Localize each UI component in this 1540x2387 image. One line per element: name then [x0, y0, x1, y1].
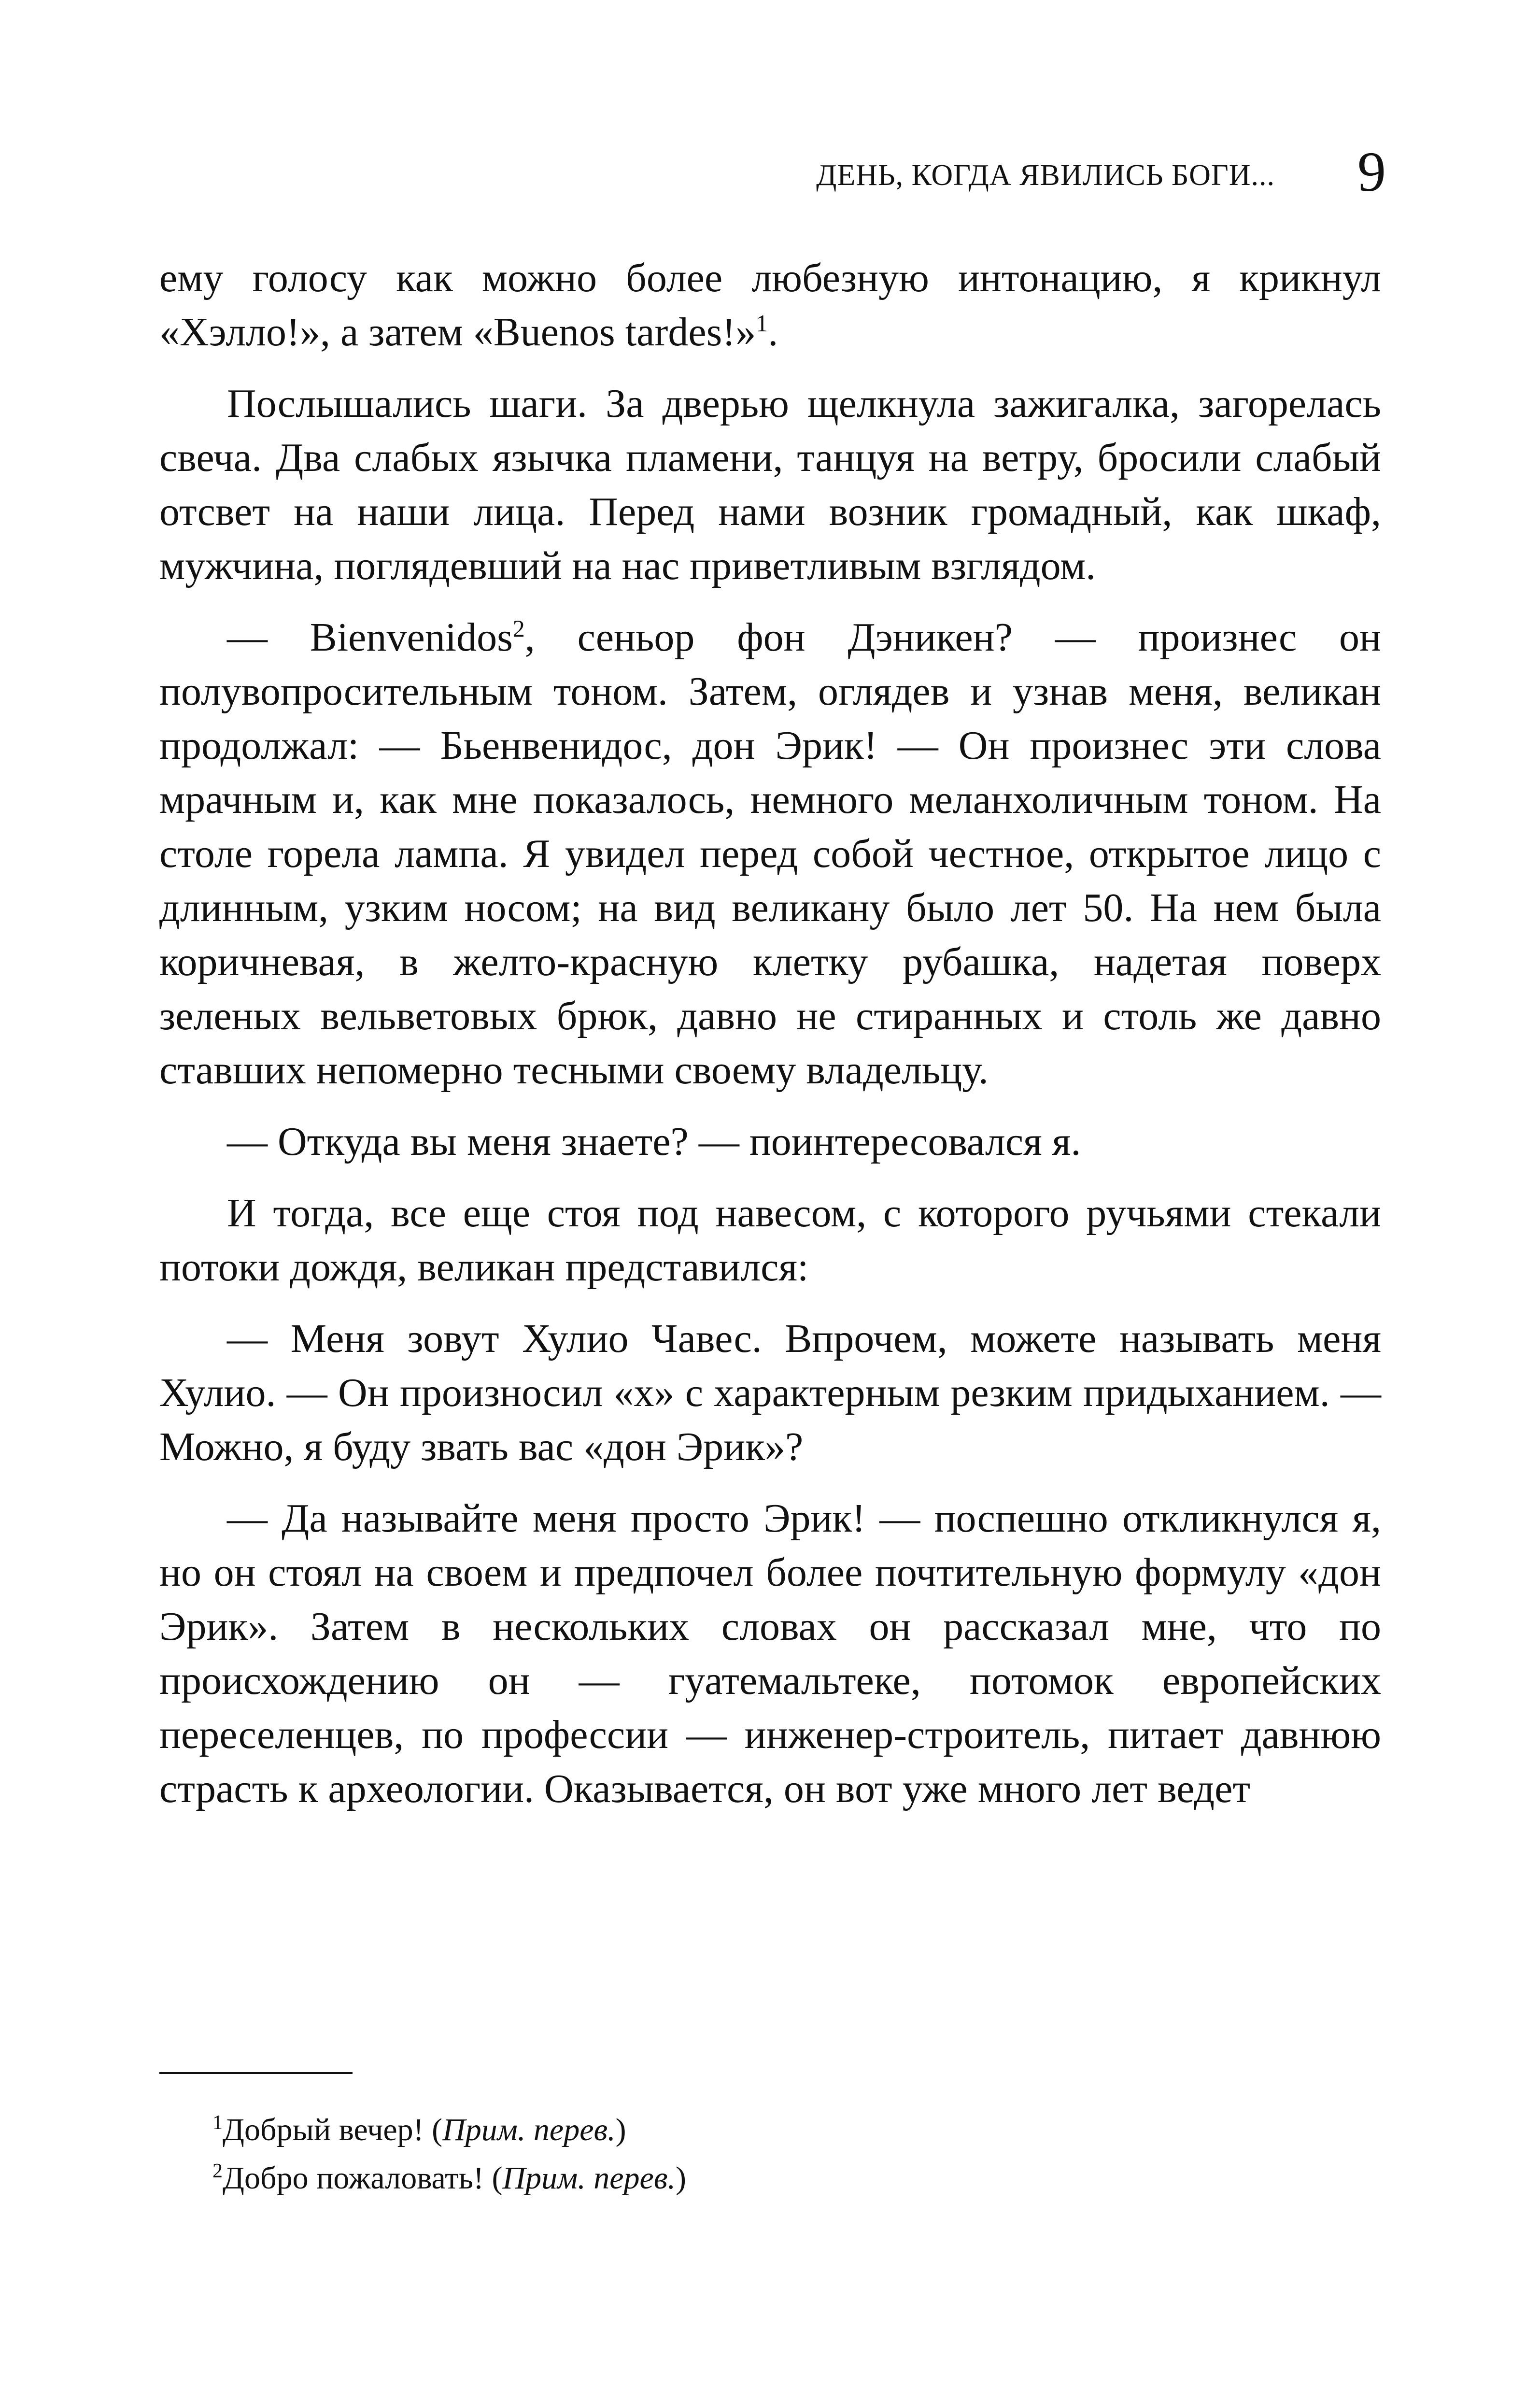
- running-header: [720, 140, 1386, 213]
- footnote-1-close: ): [615, 2112, 626, 2147]
- running-head-title: ДЕНЬ, КОГДА ЯВИЛИСЬ БОГИ...: [816, 159, 1275, 192]
- paragraph-5: И тогда, все еще стоя под навесом, с которого ручьями стекали потоки дождя, великан представился:: [159, 1191, 1381, 1290]
- paragraph-1: [159, 251, 1381, 359]
- paragraph-1-text-b: .: [768, 310, 778, 355]
- footnote-1-mark: 1: [212, 2112, 223, 2134]
- paragraph-1-text-a: ему голосу как можно более любезную интонацию, я крикнул «Хэлло!», а затем «Buenos tardes!»: [159, 256, 1381, 355]
- paragraph-7: — Да называйте меня просто Эрик! — поспешно откликнулся я, но он стоял на своем и предпочел более почтительную формулу «дон Эрик». Затем в нескольких словах он рассказал мне, что по происхождению он — гуатемальтеке, потомок европейских переселенцев, по профессии — инженер-строитель, питает давнюю страсть к археологии. Оказывается, он вот уже много лет ведет: [159, 1496, 1381, 1811]
- footnote-2: [212, 2154, 1323, 2202]
- paragraph-2: Послышались шаги. За дверью щелкнула зажигалка, загорелась свеча. Два слабых язычка пламени, танцуя на ветру, бросили слабый отсвет на наши лица. Перед нами возник громадный, как шкаф, мужчина, поглядевший на нас приветливым взглядом.: [159, 381, 1381, 588]
- footnote-1-note: Прим. перев.: [442, 2112, 616, 2147]
- paragraph-4: — Откуда вы меня знаете? — поинтересовался я.: [227, 1119, 1081, 1164]
- footnote-ref-2: 2: [512, 615, 525, 642]
- footnote-2-text: Добро пожаловать! (: [223, 2160, 503, 2196]
- footnote-1: [212, 2106, 1323, 2154]
- main-text: [159, 251, 1381, 1833]
- footnote-divider: [159, 2072, 353, 2074]
- paragraph-6: — Меня зовут Хулио Чавес. Впрочем, можете называть меня Хулио. — Он произносил «х» с характерным резким придыханием. — Можно, я буду звать вас «дон Эрик»?: [159, 1316, 1381, 1469]
- footnote-2-mark: 2: [212, 2160, 223, 2182]
- paragraph-3-text-a: — Bienvenidos: [227, 615, 513, 660]
- page-number: 9: [1357, 140, 1386, 203]
- paragraph-3-text-b: , сеньор фон Дэникен? — произнес он полувопросительным тоном. Затем, оглядев и узнав меня, великан продолжал: — Бьенвенидос, дон Эрик! — Он произнес эти слова мрачным и, как мне показалось, немного меланхоличным тоном. На столе горела лампа. Я увидел перед собой честное, открытое лицо с длинным, узким носом; на вид великану было лет 50. На нем была коричневая, в желто-красную клетку рубашка, надетая поверх зеленых вельветовых брюк, давно не стиранных и столь же давно ставших непомерно тесными своему владельцу.: [159, 615, 1381, 1093]
- footnote-ref-1: 1: [756, 310, 768, 337]
- footnote-2-note: Прим. перев.: [502, 2160, 676, 2196]
- paragraph-3: [159, 611, 1381, 1097]
- footnotes: [212, 2106, 1323, 2202]
- footnote-2-close: ): [676, 2160, 686, 2196]
- footnote-1-text: Добрый вечер! (: [223, 2112, 443, 2147]
